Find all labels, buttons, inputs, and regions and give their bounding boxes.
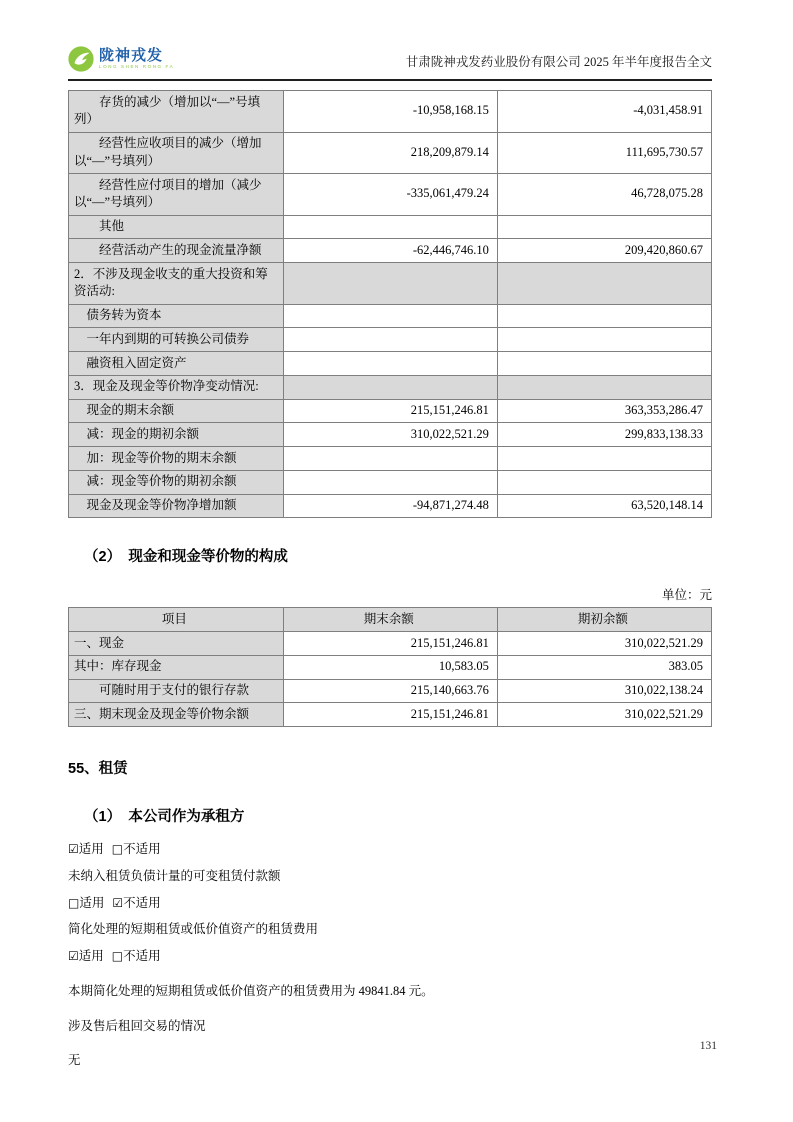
logo-chinese-name: 陇神戎发 — [99, 47, 164, 65]
checkbox-checked-icon: ☑ — [112, 895, 124, 910]
checkbox-option — [112, 842, 161, 856]
table-row — [69, 703, 712, 727]
table-row — [69, 328, 712, 352]
row-label-cell: 一年内到期的可转换公司债券 — [69, 328, 284, 352]
prior-period-cell: 363,353,286.47 — [497, 399, 711, 423]
logo-bird-icon — [68, 46, 94, 72]
row-label-cell: 可随时用于支付的银行存款 — [69, 679, 284, 703]
checkbox-option — [68, 949, 104, 963]
row-label-cell: 其中：库存现金 — [69, 655, 284, 679]
applicability-line — [68, 897, 712, 911]
row-label-cell: 现金的期末余额 — [69, 399, 284, 423]
current-period-cell — [283, 263, 497, 305]
lease-text-line: 简化处理的短期租赁或低价值资产的租赁费用 — [68, 922, 319, 937]
prior-period-cell: 209,420,860.67 — [497, 239, 711, 263]
current-period-cell — [283, 375, 497, 399]
unit-label: 单位：元 — [661, 588, 712, 603]
checkbox-label: 不适用 — [123, 949, 161, 963]
current-period-cell: 215,140,663.76 — [283, 679, 497, 703]
company-logo — [68, 46, 174, 72]
current-period-cell: -335,061,479.24 — [283, 174, 497, 216]
page-header — [68, 0, 712, 81]
column-header-ending-balance: 期末余额 — [283, 608, 497, 632]
current-period-cell — [283, 215, 497, 239]
lessee-subheading: （1） 本公司作为承租方 — [84, 809, 245, 825]
checkbox-option — [112, 896, 160, 910]
lease-text-line: 未纳入租赁负债计量的可变租赁付款额 — [68, 868, 281, 883]
table-row — [69, 632, 712, 656]
section-2-heading: （2） 现金和现金等价物的构成 — [84, 549, 288, 566]
table-row — [69, 494, 712, 518]
table-row — [69, 352, 712, 376]
current-period-cell: -10,958,168.15 — [283, 91, 497, 133]
row-label-cell: 经营活动产生的现金流量净额 — [69, 239, 284, 263]
checkbox-option — [68, 842, 104, 856]
table-row — [69, 174, 712, 216]
current-period-cell: 215,151,246.81 — [283, 632, 497, 656]
prior-period-cell: 63,520,148.14 — [497, 494, 711, 518]
row-label-cell: 融资租入固定资产 — [69, 352, 284, 376]
current-period-cell: -94,871,274.48 — [283, 494, 497, 518]
current-period-cell: 215,151,246.81 — [283, 703, 497, 727]
row-label-cell: 存货的减少（增加以“—”号填列） — [69, 91, 284, 133]
column-header-item: 项目 — [69, 608, 284, 632]
checkbox-unchecked-icon: □ — [68, 895, 80, 910]
checkbox-option — [112, 949, 161, 963]
checkbox-label: 适用 — [79, 895, 105, 910]
row-label-cell: 经营性应收项目的减少（增加以“—”号填列） — [69, 132, 284, 174]
row-label-cell: 减：现金等价物的期初余额 — [69, 470, 284, 494]
prior-period-cell — [497, 328, 711, 352]
current-period-cell — [283, 304, 497, 328]
prior-period-cell — [497, 375, 711, 399]
table-row — [69, 679, 712, 703]
current-period-cell: 310,022,521.29 — [283, 423, 497, 447]
prior-period-cell: 46,728,075.28 — [497, 174, 711, 216]
note-paragraph: 涉及售后租回交易的情况 — [68, 1018, 206, 1033]
cash-composition-table-body — [69, 632, 712, 727]
applicability-line — [68, 843, 712, 857]
current-period-cell: 218,209,879.14 — [283, 132, 497, 174]
applicability-line — [68, 950, 712, 964]
checkbox-label: 适用 — [78, 949, 104, 963]
row-label-cell: 一、现金 — [69, 632, 284, 656]
section-55-heading: 55、租赁 — [68, 761, 128, 777]
cash-flow-table-body — [69, 91, 712, 518]
prior-period-cell: 310,022,521.29 — [497, 632, 711, 656]
current-period-cell — [283, 352, 497, 376]
checkbox-label: 不适用 — [123, 842, 161, 856]
page-number: 131 — [699, 1040, 717, 1052]
row-label-cell: 债务转为资本 — [69, 304, 284, 328]
row-label-cell: 3．现金及现金等价物净变动情况: — [69, 375, 284, 399]
checkbox-unchecked-icon: □ — [111, 842, 124, 856]
row-label-cell: 其他 — [69, 215, 284, 239]
checkbox-label: 不适用 — [123, 895, 161, 910]
prior-period-cell — [497, 352, 711, 376]
note-paragraph: 无 — [68, 1053, 81, 1068]
logo-english-name: LONG SHEN RONG FA — [99, 64, 175, 70]
current-period-cell — [283, 447, 497, 471]
prior-period-cell — [497, 470, 711, 494]
prior-period-cell: 310,022,521.29 — [497, 703, 711, 727]
prior-period-cell: 299,833,138.33 — [497, 423, 711, 447]
table-row — [69, 132, 712, 174]
logo-text — [99, 48, 174, 70]
row-label-cell: 加：现金等价物的期末余额 — [69, 447, 284, 471]
current-period-cell: -62,446,746.10 — [283, 239, 497, 263]
column-header-beginning-balance: 期初余额 — [497, 608, 711, 632]
table-row — [69, 447, 712, 471]
prior-period-cell: 310,022,138.24 — [497, 679, 711, 703]
current-period-cell — [283, 470, 497, 494]
prior-period-cell — [497, 215, 711, 239]
prior-period-cell — [497, 263, 711, 305]
row-label-cell: 减：现金的期初余额 — [69, 423, 284, 447]
table-row — [69, 304, 712, 328]
row-label-cell: 经营性应付项目的增加（减少以“—”号填列） — [69, 174, 284, 216]
checkbox-checked-icon: ☑ — [68, 949, 79, 963]
row-label-cell: 2．不涉及现金收支的重大投资和筹资活动: — [69, 263, 284, 305]
prior-period-cell — [497, 304, 711, 328]
current-period-cell — [283, 328, 497, 352]
table-row — [69, 655, 712, 679]
prior-period-cell: 383.05 — [497, 655, 711, 679]
table-row — [69, 263, 712, 305]
note-paragraph: 本期简化处理的短期租赁或低价值资产的租赁费用为 49841.84 元。 — [68, 983, 434, 998]
table-row — [69, 239, 712, 263]
row-label-cell: 三、期末现金及现金等价物余额 — [69, 703, 284, 727]
cash-composition-table — [68, 607, 712, 727]
lease-applicability-block — [68, 843, 712, 964]
checkbox-unchecked-icon: □ — [111, 949, 124, 963]
checkbox-checked-icon: ☑ — [68, 842, 79, 856]
lease-notes-block — [68, 985, 712, 1068]
table-row — [69, 399, 712, 423]
prior-period-cell: -4,031,458.91 — [497, 91, 711, 133]
row-label-cell: 现金及现金等价物净增加额 — [69, 494, 284, 518]
current-period-cell: 10,583.05 — [283, 655, 497, 679]
table-row — [69, 375, 712, 399]
table-row — [69, 470, 712, 494]
page-content — [68, 0, 712, 1068]
prior-period-cell — [497, 447, 711, 471]
table-row — [69, 423, 712, 447]
table-row — [69, 91, 712, 133]
cash-flow-table — [68, 90, 712, 518]
checkbox-label: 适用 — [78, 842, 104, 856]
table-header-row — [69, 608, 712, 632]
prior-period-cell: 111,695,730.57 — [497, 132, 711, 174]
report-title: 甘肃陇神戎发药业股份有限公司 2025 年半年度报告全文 — [405, 55, 712, 69]
table-row — [69, 215, 712, 239]
checkbox-option — [68, 896, 104, 910]
current-period-cell: 215,151,246.81 — [283, 399, 497, 423]
